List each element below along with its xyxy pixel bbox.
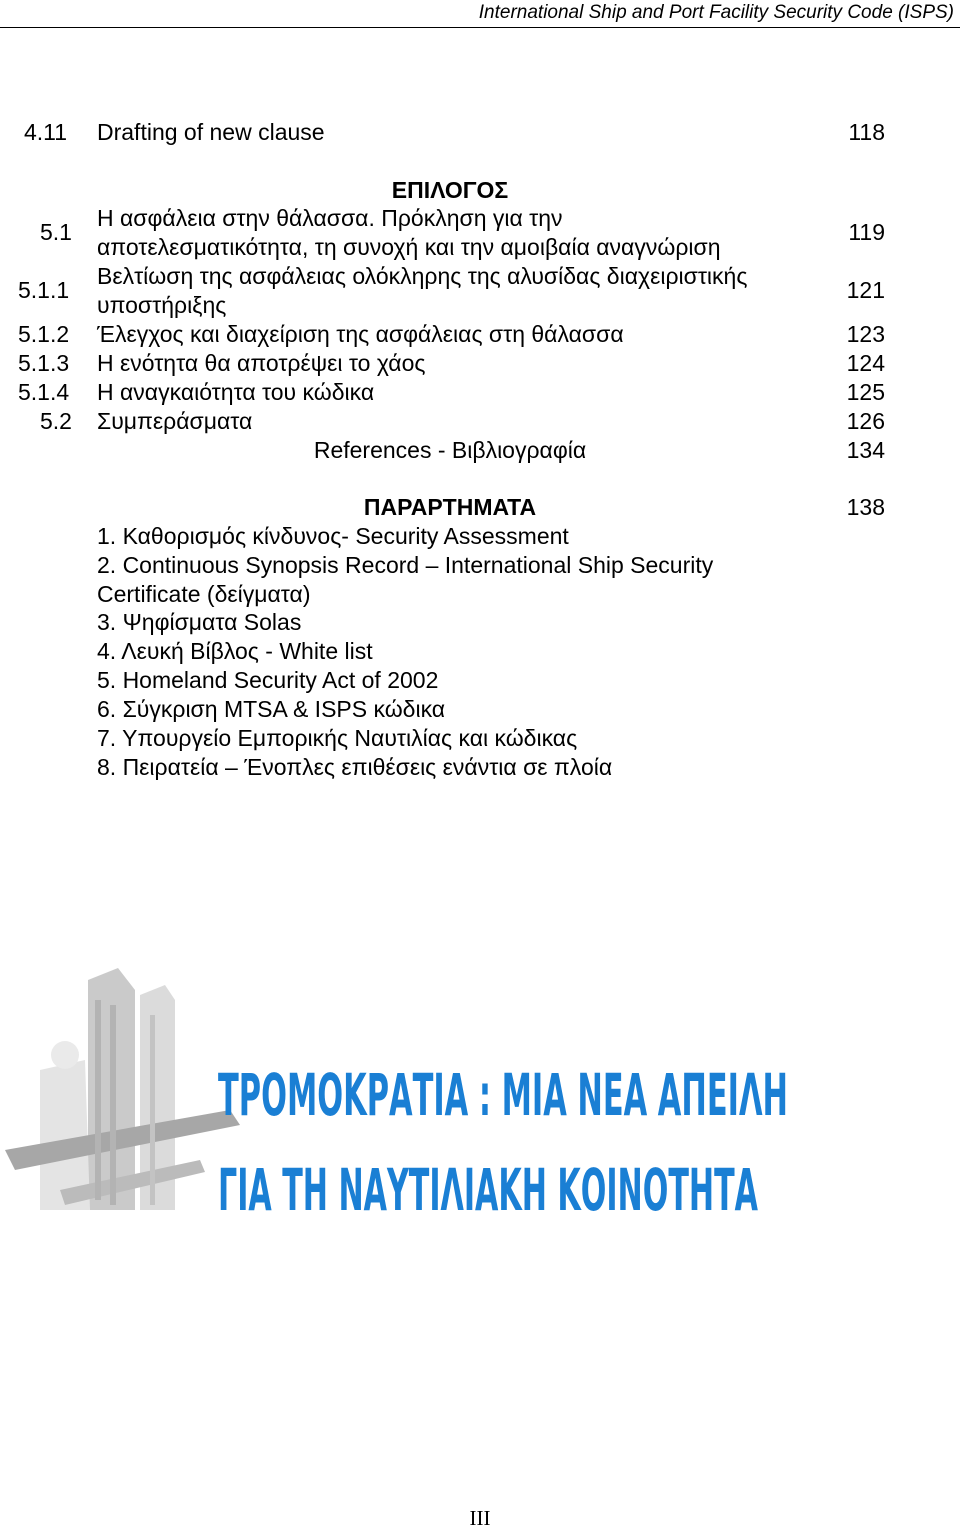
toc-title: References - Βιβλιογραφία xyxy=(313,437,587,463)
appendix-item[interactable]: 3. Ψηφίσματα Solas xyxy=(97,609,302,635)
section-heading: ΕΠΙΛΟΓΟΣ xyxy=(391,177,509,203)
toc-title-line1: Βελτίωση της ασφάλειας ολόκληρης της αλυσίδας διαχειριστικής xyxy=(97,263,748,289)
toc-number: 5.1.2 xyxy=(18,321,70,347)
toc-page: 118 xyxy=(848,119,885,145)
toc-title: Έλεγχος και διαχείριση της ασφάλειας στη θάλασσα xyxy=(97,321,624,347)
header-rule xyxy=(0,27,960,28)
toc-page: 119 xyxy=(848,219,885,245)
appendix-item[interactable]: 6. Σύγκριση MTSA & ISPS κώδικα xyxy=(97,696,446,722)
toc-row-5-1[interactable] xyxy=(0,204,960,262)
toc-number: 5.1.3 xyxy=(18,350,70,376)
toc-number: 5.1.4 xyxy=(18,379,70,405)
toc-title-line1: Η ασφάλεια στην θάλασσα. Πρόκληση για την xyxy=(97,205,563,231)
appendix-item[interactable]: 7. Υπουργείο Εμπορικής Ναυτιλίας και κώδικας xyxy=(97,725,578,751)
running-header: International Ship and Port Facility Security Code (ISPS) xyxy=(478,2,954,23)
toc-page: 121 xyxy=(846,277,885,303)
toc-page: 134 xyxy=(846,437,885,463)
appendix-item[interactable]: 1. Καθορισμός κίνδυνος- Security Assessment xyxy=(97,523,569,549)
appendix-item[interactable]: 2. Continuous Synopsis Record – International Ship Security xyxy=(97,552,714,578)
terrorism-banner xyxy=(0,960,800,1220)
toc-number: 5.2 xyxy=(40,408,72,434)
toc-page: 126 xyxy=(846,408,885,434)
toc-number: 5.1.1 xyxy=(18,277,70,303)
toc-row-5-1-1[interactable] xyxy=(0,262,960,320)
skyline-illustration xyxy=(5,968,240,1210)
toc-title: Η ενότητα θα αποτρέψει το χάος xyxy=(97,350,426,376)
appendix-item[interactable]: 8. Πειρατεία – Ένοπλες επιθέσεις ενάντια σε πλοία xyxy=(97,754,613,780)
banner-line-1: ΤΡΟΜΟΚΡΑΤΙΑ : ΜΙΑ ΝΕΑ ΑΠΕΙΛΗ xyxy=(218,1061,788,1129)
toc-title-line2: υποστήριξης xyxy=(97,292,227,318)
toc-page: 138 xyxy=(846,494,885,520)
toc-title: Η αναγκαιότητα του κώδικα xyxy=(97,379,375,405)
toc-page: 124 xyxy=(846,350,885,376)
toc-title-line2: αποτελεσματικότητα, τη συνοχή και την αμοιβαία αναγνώριση xyxy=(97,234,721,260)
banner-line-2: ΓΙΑ ΤΗ ΝΑΥΤΙΛΙΑΚΗ ΚΟΙΝΟΤΗΤΑ xyxy=(218,1156,759,1220)
toc-number: 4.11 xyxy=(24,119,68,145)
toc-title: Drafting of new clause xyxy=(97,119,325,145)
appendix-item[interactable]: 5. Homeland Security Act of 2002 xyxy=(97,667,439,693)
toc-title: Συμπεράσματα xyxy=(97,408,253,434)
section-heading: ΠΑΡΑΡΤΗΜΑΤΑ xyxy=(363,494,537,520)
appendix-item-continuation[interactable]: Certificate (δείγματα) xyxy=(97,581,311,607)
toc-page: 123 xyxy=(846,321,885,347)
appendix-item[interactable]: 4. Λευκή Βίβλος - White list xyxy=(97,638,373,664)
page-number: III xyxy=(469,1506,491,1530)
toc-number: 5.1 xyxy=(40,219,72,245)
toc-page: 125 xyxy=(846,379,885,405)
